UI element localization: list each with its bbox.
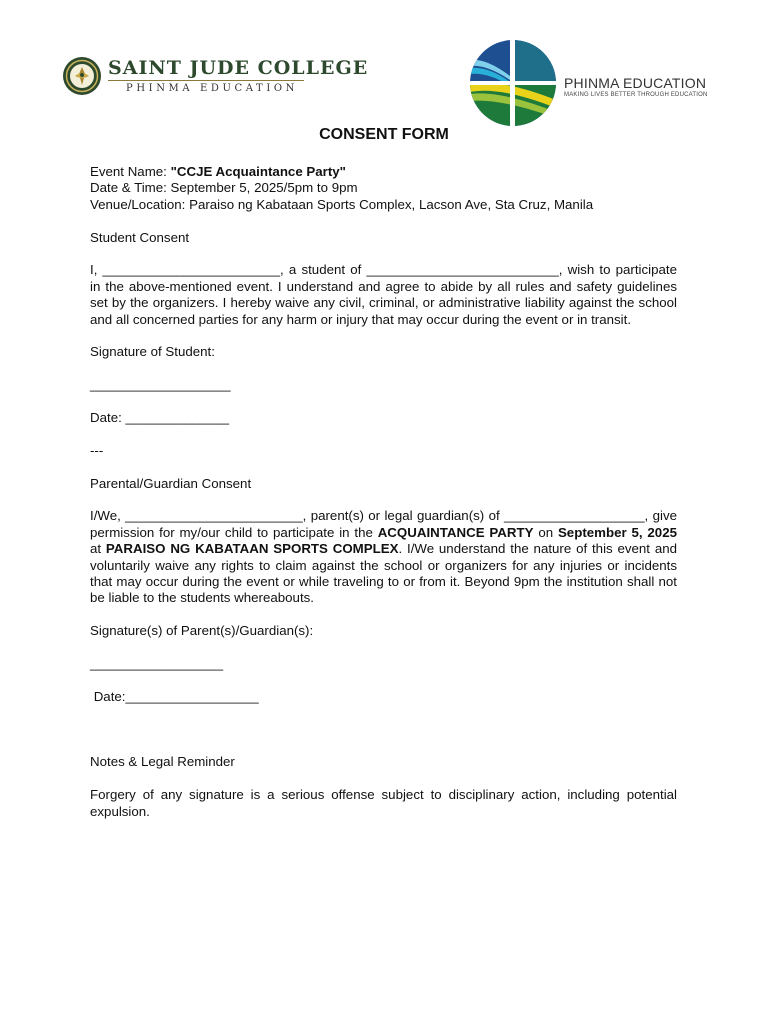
- parent-text-1: I/We, ________________________, parent(s) or legal guardian(s) of ___________________, give permission for my/our child to participate in the: [90, 508, 677, 540]
- student-signature-line: ___________________: [90, 377, 231, 393]
- phinma-name: PHINMA EDUCATION: [564, 74, 707, 91]
- phinma-emblem-icon: [470, 38, 556, 128]
- parent-signature-line: __________________: [90, 656, 224, 672]
- student-signature-label: Signature of Student:: [90, 344, 215, 360]
- parent-signature-label: Signature(s) of Parent(s)/Guardian(s):: [90, 623, 314, 639]
- logo-divider: [108, 80, 304, 81]
- parent-date-field: Date:__________________: [90, 688, 259, 704]
- venue-line: Venue/Location: Paraiso ng Kabataan Sports Complex, Lacson Ave, Sta Cruz, Manila: [90, 196, 594, 212]
- event-title-bold: ACQUAINTANCE PARTY: [377, 524, 534, 540]
- college-subtitle: PHINMA EDUCATION: [126, 82, 299, 94]
- notes-heading: Notes & Legal Reminder: [90, 754, 235, 770]
- college-seal-icon: [62, 56, 102, 96]
- event-date-bold: September 5, 2025: [557, 524, 677, 540]
- parent-text-4: . I/We understand the nature of this event and voluntarily waive any rights to claim against the school or organizers for any injuries or incidents that may occur during the event or while traveling to or from it. Beyond 9pm the institution shall not be liable to the students whereabouts.: [90, 541, 678, 606]
- parental-consent-heading: Parental/Guardian Consent: [90, 475, 252, 491]
- student-consent-heading: Student Consent: [90, 229, 190, 245]
- form-body: [90, 164, 677, 820]
- phinma-tagline: MAKING LIVES BETTER THROUGH EDUCATION: [564, 91, 708, 98]
- date-time-line: Date & Time: September 5, 2025/5pm to 9pm: [90, 180, 358, 196]
- parent-text-2: on: [533, 524, 558, 540]
- event-name-value: "CCJE Acquaintance Party": [170, 164, 346, 179]
- student-consent-paragraph: I, ________________________, a student of __________________________, wish to participate in the above-mentioned event. I understand and agree to abide by all rules and safety guidelines set by the organizers. I hereby waive any civil, criminal, or administrative liability against the school and all concerned parties for any harm or injury that may occur during the event or in transit.: [90, 262, 677, 327]
- event-venue-bold: PARAISO NG KABATAAN SPORTS COMPLEX: [105, 541, 399, 557]
- event-name-label: Event Name:: [90, 164, 171, 179]
- notes-text: Forgery of any signature is a serious offense subject to disciplinary action, including potential expulsion.: [90, 787, 677, 819]
- section-separator: ---: [90, 442, 104, 458]
- saint-jude-college-logo: [62, 56, 368, 96]
- parental-consent-paragraph: [90, 508, 677, 606]
- college-name: SAINT JUDE COLLEGE: [108, 56, 369, 79]
- phinma-education-logo: [470, 38, 708, 128]
- event-name-line: [90, 164, 677, 180]
- form-title: CONSENT FORM: [319, 126, 449, 143]
- student-date-field: Date: ______________: [90, 410, 230, 426]
- parent-text-3: at: [90, 541, 106, 557]
